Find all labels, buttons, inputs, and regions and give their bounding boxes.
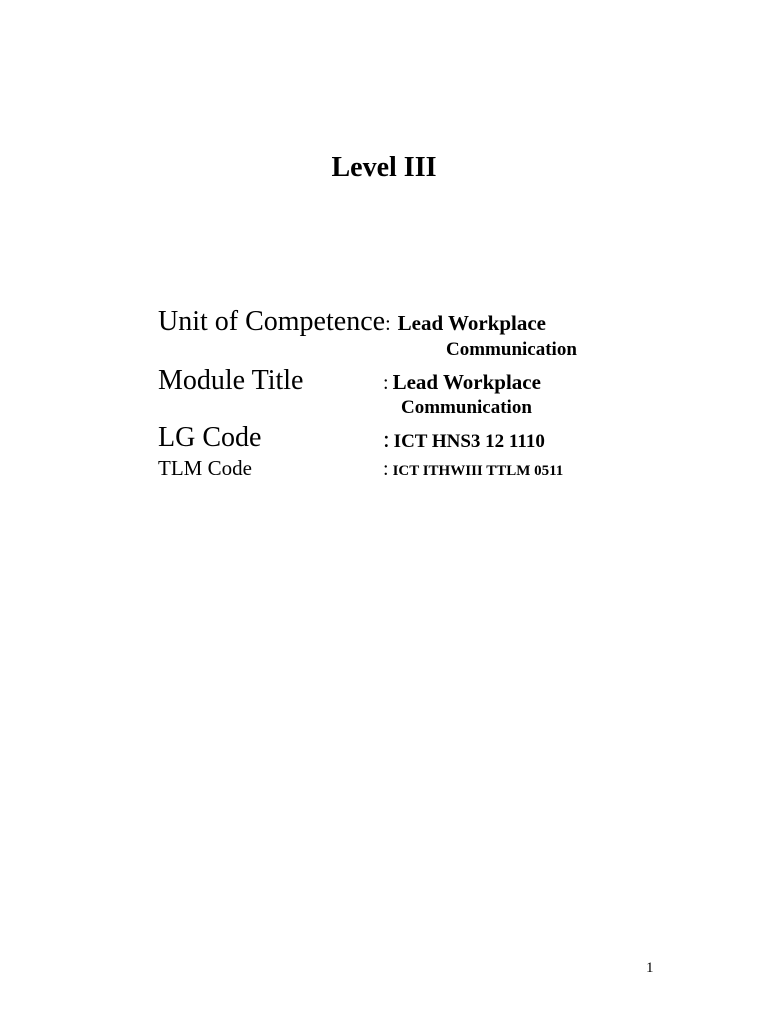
unit-of-competence-colon: : <box>385 313 391 335</box>
tlm-code-value: ICT ITHWIII TTLM 0511 <box>392 463 564 479</box>
lg-code-value: ICT HNS3 12 1110 <box>393 431 545 452</box>
module-title-value-row <box>383 368 541 399</box>
module-title-colon: : <box>383 372 389 394</box>
unit-of-competence-value-continued: Communication <box>446 339 577 360</box>
tlm-code-colon: : <box>383 458 389 480</box>
tlm-code-value-row <box>383 457 563 483</box>
lg-code-value-row <box>383 426 545 457</box>
lg-code-label: LG Code <box>158 422 262 453</box>
unit-of-competence-row <box>158 306 546 340</box>
unit-of-competence-label: Unit of Competence <box>158 306 386 337</box>
module-title-value: Lead Workplace <box>392 370 541 394</box>
module-title-label: Module Title <box>158 365 304 396</box>
lg-code-colon: : <box>383 427 390 453</box>
unit-of-competence-value: Lead Workplace <box>397 311 546 335</box>
page-number: 1 <box>646 960 654 976</box>
module-title-value-continued: Communication <box>401 397 532 418</box>
page-title: Level III <box>331 152 437 183</box>
tlm-code-label: TLM Code <box>158 456 252 480</box>
